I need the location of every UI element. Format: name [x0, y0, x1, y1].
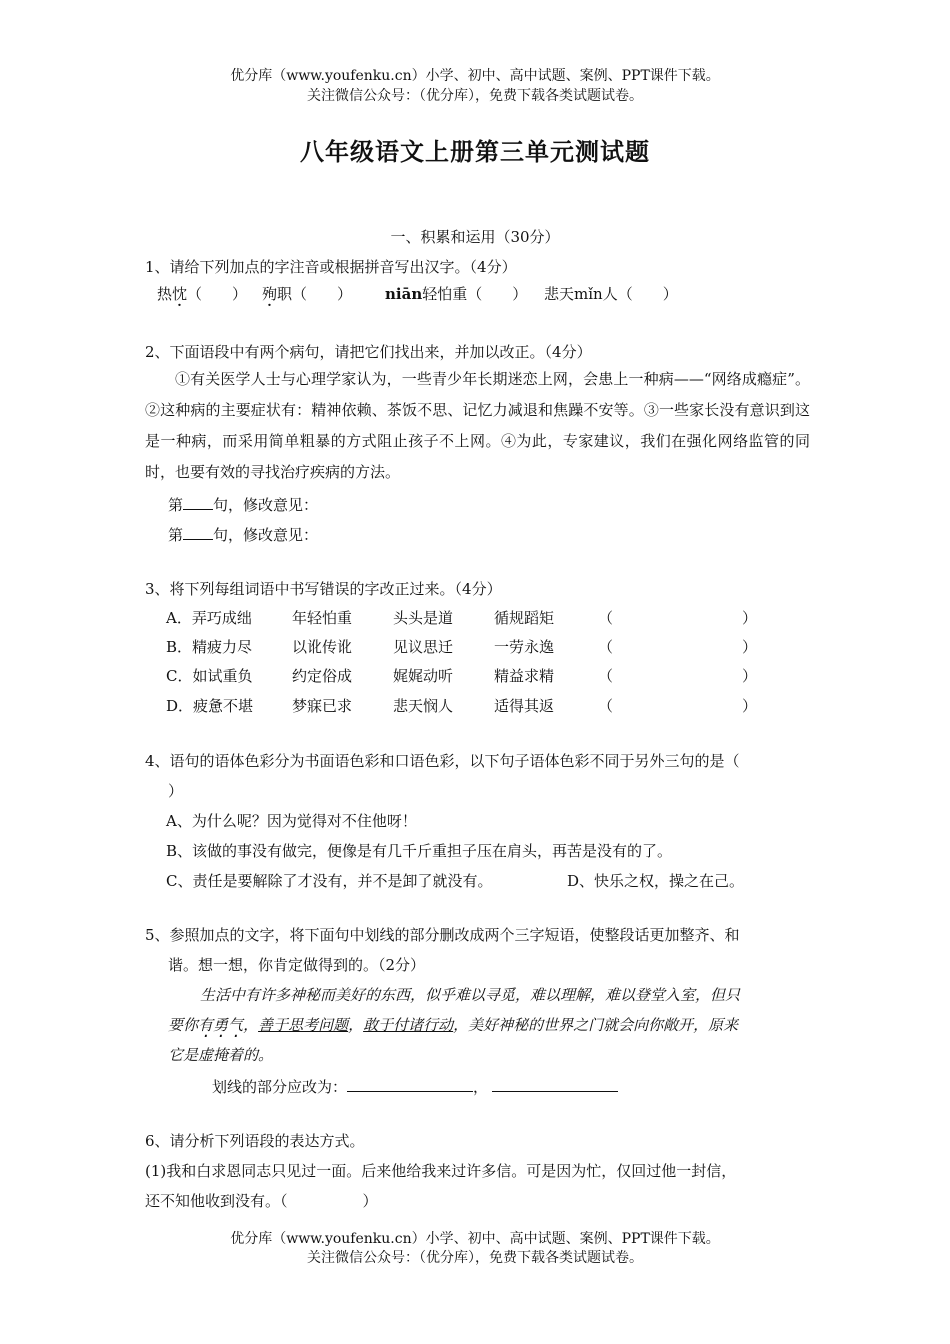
q1-item-4: 悲天mǐn人（ ） — [544, 285, 678, 303]
q6-stem: 6、请分析下列语段的表达方式。 — [145, 1132, 365, 1150]
q2-answer-1: 第 句，修改意见： — [168, 496, 319, 514]
q4-option-d: D、快乐之权，操之在己。 — [567, 872, 745, 890]
footer-line-2: 关注微信公众号：（优分库），免费下载各类试题试卷。 — [307, 1250, 643, 1266]
q4-option-c: C、责任是要解除了才没有，并不是卸了就没有。 — [166, 872, 493, 890]
section-heading: 一、积累和运用（30分） — [390, 228, 560, 246]
underlined-phrase-1: 善于思考问题 — [258, 1016, 349, 1034]
q5-stem-2: 谐。想一想，你肯定做得到的。（2分） — [168, 956, 426, 974]
q4-stem-end: ） — [168, 782, 184, 800]
q2-stem: 2、下面语段中有两个病句，请把它们找出来，并加以改正。（4分） — [145, 343, 592, 361]
q5-answer-line: 划线的部分应改为： ， — [212, 1076, 618, 1097]
q6-item-1-line-2: 还不知他收到没有。（ ） — [145, 1192, 378, 1210]
q5-passage-line-1: 生活中有许多神秘而美好的东西，似乎难以寻觅，难以理解，难以登堂入室，但只 — [200, 986, 741, 1004]
q4-stem: 4、语句的语体色彩分为书面语色彩和口语色彩，以下句子语体色彩不同于另外三句的是（ — [145, 752, 740, 770]
page-title: 八年级语文上册第三单元测试题 — [300, 137, 650, 166]
q5-passage-line-3: 它是虚掩着的。 — [168, 1046, 274, 1064]
q2-answer-2: 第 句，修改意见： — [168, 526, 319, 544]
footer-line-1: 优分库（www.youfenku.cn）小学、初中、高中试题、案例、PPT课件下载。 — [230, 1231, 720, 1247]
q1-stem: 1、请给下列加点的字注音或根据拼音写出汉字。（4分） — [145, 258, 517, 276]
q4-option-b: B、该做的事没有做完，便像是有几千斤重担子压在肩头，再苦是没有的了。 — [166, 842, 673, 860]
q5-passage-line-2: 要你有勇气，善于思考问题，敢于付诸行动，美好神秘的世界之门就会向你敞开，原来 — [168, 1016, 739, 1034]
q4-option-a: A、为什么呢？因为觉得对不住他呀！ — [166, 812, 417, 830]
underlined-phrase-2: 敢于付诸行动 — [363, 1016, 454, 1034]
header-line-2: 关注微信公众号：（优分库），免费下载各类试题试卷。 — [307, 88, 643, 104]
header-line-1: 优分库（www.youfenku.cn）小学、初中、高中试题、案例、PPT课件下载。 — [230, 68, 720, 84]
q1-item-3: niān轻怕重（ ） — [385, 285, 528, 303]
q2-paragraph: ①有关医学人士与心理学家认为，一些青少年长期迷恋上网，会患上一种病——“网络成瘾症”。②这种病的主要症状有：精神依赖、茶饭不思、记忆力减退和焦躁不安等。③一些家长没有意识到这是一种病，而采用简单粗暴的方式阻止孩子不上网。④为此，专家建议，我们在强化网络监管的同时，也要有效的寻找治疗疾病的方法。 — [145, 370, 810, 481]
q1-item-2: 殉职（ ） — [262, 285, 353, 303]
q3-stem: 3、将下列每组词语中书写错误的字改正过来。（4分） — [145, 580, 502, 598]
q1-item-1: 热忱（ ） — [157, 285, 248, 303]
q6-item-1-line-1: (1)我和白求恩同志只见过一面。后来他给我来过许多信。可是因为忙，仅回过他一封信， — [145, 1162, 737, 1180]
q5-stem-1: 5、参照加点的文字，将下面句中划线的部分删改成两个三字短语，使整段话更加整齐、和 — [145, 926, 740, 944]
